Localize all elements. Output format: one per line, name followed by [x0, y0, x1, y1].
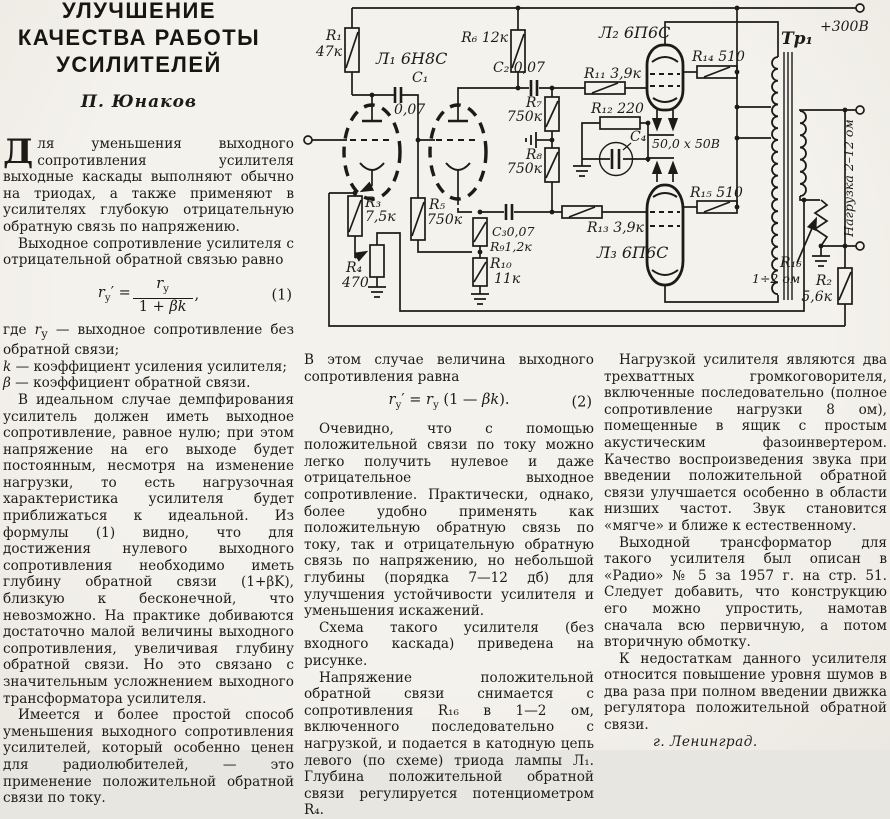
label-r4-value: 470 [342, 275, 369, 291]
paragraph: Выходное сопротивление усилителя с отрицательной обратной связью равно [3, 235, 294, 269]
formula-number: (2) [571, 395, 592, 412]
definition-ry: где $r_у$ — выходное сопротивление без обратной связи; [3, 321, 295, 359]
paragraph: Нагрузкой усилителя являются два трехваттных громкоговорителя, включенные последовательно (полное сопротивление нагрузки 8 ом), помещенные в ящик с простым акустическим фазоинвертером. Качество воспроизведения звука при введении положительной обратной связи улучшается особенно в области низших частот. Звук становится «мягче» и ближе к естественному. [604, 352, 887, 534]
formula-2: $r_у' = r_у$ (1 — βk). (2) [388, 392, 592, 412]
input-terminal [304, 136, 312, 144]
label-r3: R₃ [365, 195, 382, 211]
label-r8: R₈ [525, 147, 542, 163]
label-r5: R₅ [429, 197, 446, 213]
label-r10-value: 11к [494, 271, 521, 287]
drop-cap: Д [3, 132, 34, 172]
label-r8-value: 750к [506, 161, 542, 177]
label-c4: C₄ [630, 129, 647, 145]
rheostat-r16 [815, 200, 827, 246]
definition-beta: β — коэффициент обратной связи. [3, 375, 251, 392]
signature: г. Ленинград. [653, 733, 758, 750]
label-r2-value: 5,6к [801, 289, 832, 305]
paragraph: Очевидно, что с помощью положительной связи по току можно легко получить нулевое и даже отрицательное выходное сопротивление. Практически, однако, более удобно применять как положительную обратную связь по току, так и отрицательную обратную связь по напряжению, но небольшой глубины (порядка 7—12 дб) для улучшения устойчивости усилителя и уменьшения искажений. [304, 420, 594, 620]
paragraph: Имеется и более простой способ уменьшения выходного сопротивления усилителей, который особенно ценен для радиолюбителей, — это применение положительной обратной связи по току. [3, 707, 294, 807]
primary-winding [772, 57, 778, 294]
label-c2: C₂ 0,07 [493, 60, 545, 76]
definition-k: k — коэффициент усиления усилителя; [3, 358, 287, 375]
title-line-3: УСИЛИТЕЛЕЙ [56, 52, 222, 77]
circuit-schematic [300, 0, 890, 346]
paragraph: К недостаткам данного усилителя относится повышение уровня шумов в два раза при полном введении движка регулятора положительной обратной связи. [604, 650, 887, 734]
b-plus-terminal [856, 4, 864, 12]
title-block [8, 0, 270, 112]
label-plus-300v: +300В [820, 19, 869, 35]
label-r3-value: 7,5к [365, 209, 396, 225]
output-terminal-top [856, 106, 864, 114]
label-r1-value: 47к [315, 44, 342, 60]
title-line-1: УЛУЧШЕНИЕ [61, 0, 217, 23]
label-r14: R₁₄ 510 [692, 49, 745, 65]
label-r16-value: 1÷2 ом [752, 271, 801, 286]
potentiometer-r4 [370, 245, 384, 277]
article-title [8, 0, 270, 78]
label-load: Нагрузка 2–12 ом [841, 119, 856, 237]
column-2 [304, 352, 594, 819]
label-c4-value: 50,0 х 50В [652, 136, 720, 151]
title-line-2: КАЧЕСТВА РАБОТЫ [17, 25, 261, 50]
label-r1: R₁ [325, 28, 342, 44]
formula-number: (1) [271, 287, 292, 304]
paragraph: Схема такого усилителя (без входного каскада) приведена на рисунке. [304, 619, 594, 669]
output-terminal-bottom [856, 242, 864, 250]
secondary-winding [800, 111, 806, 196]
label-r7: R₇ [525, 95, 542, 111]
label-r12: R₁₂ 220 [591, 101, 644, 117]
paragraph: Выходной трансформатор для такого усилителя был описан в «Радио» № 5 за 1957 г. на стр. 51. Следует добавить, что конструкцию его можно упростить, намотав сначала всю первичную, а потом вторичную обмотку. [604, 534, 887, 651]
pentode-l2 [647, 45, 683, 110]
label-r13: R₁₃ 3,9к [587, 220, 644, 236]
label-r5-value: 750к [427, 212, 463, 228]
paragraph: В идеальном случае демпфирования усилитель должен иметь выходное сопротивление, равное нулю; при этом напряжение на его выходе будет постоянным, несмотря на изменение нагрузки, то есть нагрузочная характеристика усилителя будет приближаться к идеальной. Из формулы (1) видно, что для достижения нулевого выходного сопротивления необходимо иметь глубину обратной связи (1+βK), близкую к бесконечной, что невозможно. На практике добиваются достаточно малой величины выходного сопротивления, увеличивая глубину обратной связи. Но это связано с значительным усложнением выходного трансформатора усилителя. [3, 391, 294, 707]
label-r7-value: 750к [506, 109, 542, 125]
column-1 [3, 132, 295, 807]
formula-1: $r_у'$ = $\frac{r_у}{1 + \beta k}$ , (1) [97, 275, 292, 316]
label-l2: Л₂ 6П6С [599, 23, 671, 42]
label-c1-value: 0,07 [394, 102, 426, 118]
paragraph: Напряжение положительной обратной связи снимается с сопротивления R₁₆ в 1—2 ом, включенного последовательно с нагрузкой, и подается в катодную цепь левого (по схеме) триода лампы Л₁. Глубина положительной обратной связи регулируется потенциометром R₄. [304, 669, 594, 819]
paragraph: В этом случае величина выходного сопротивления равна [304, 352, 594, 385]
article-author: П. Юнаков [80, 92, 198, 112]
paragraph: Для уменьшения выходного сопротивления усилителя выходные каскады выполняют обычно на триодах, а также применяют в усилителях глубокую отрицательную обратную связь по напряжению. [3, 132, 294, 235]
label-l1: Л₁ 6Н8С [376, 49, 448, 68]
label-r10: R₁₀ [490, 256, 512, 272]
label-r16: R₁₆ [780, 255, 802, 271]
label-r15: R₁₅ 510 [690, 185, 743, 201]
label-c3: C₃0,07 [492, 224, 535, 239]
label-r4: R₄ [346, 260, 363, 276]
label-r9: R₉1,2к [490, 239, 532, 254]
label-r2: R₂ [815, 273, 832, 289]
label-l3: Л₃ 6П6С [597, 243, 669, 262]
schematic-svg [300, 0, 890, 346]
label-r6: R₆ 12к [461, 30, 508, 46]
column-3 [604, 352, 887, 750]
label-r11: R₁₁ 3,9к [584, 66, 641, 82]
label-tr1: Тр₁ [781, 29, 813, 49]
label-c1: C₁ [412, 70, 429, 86]
